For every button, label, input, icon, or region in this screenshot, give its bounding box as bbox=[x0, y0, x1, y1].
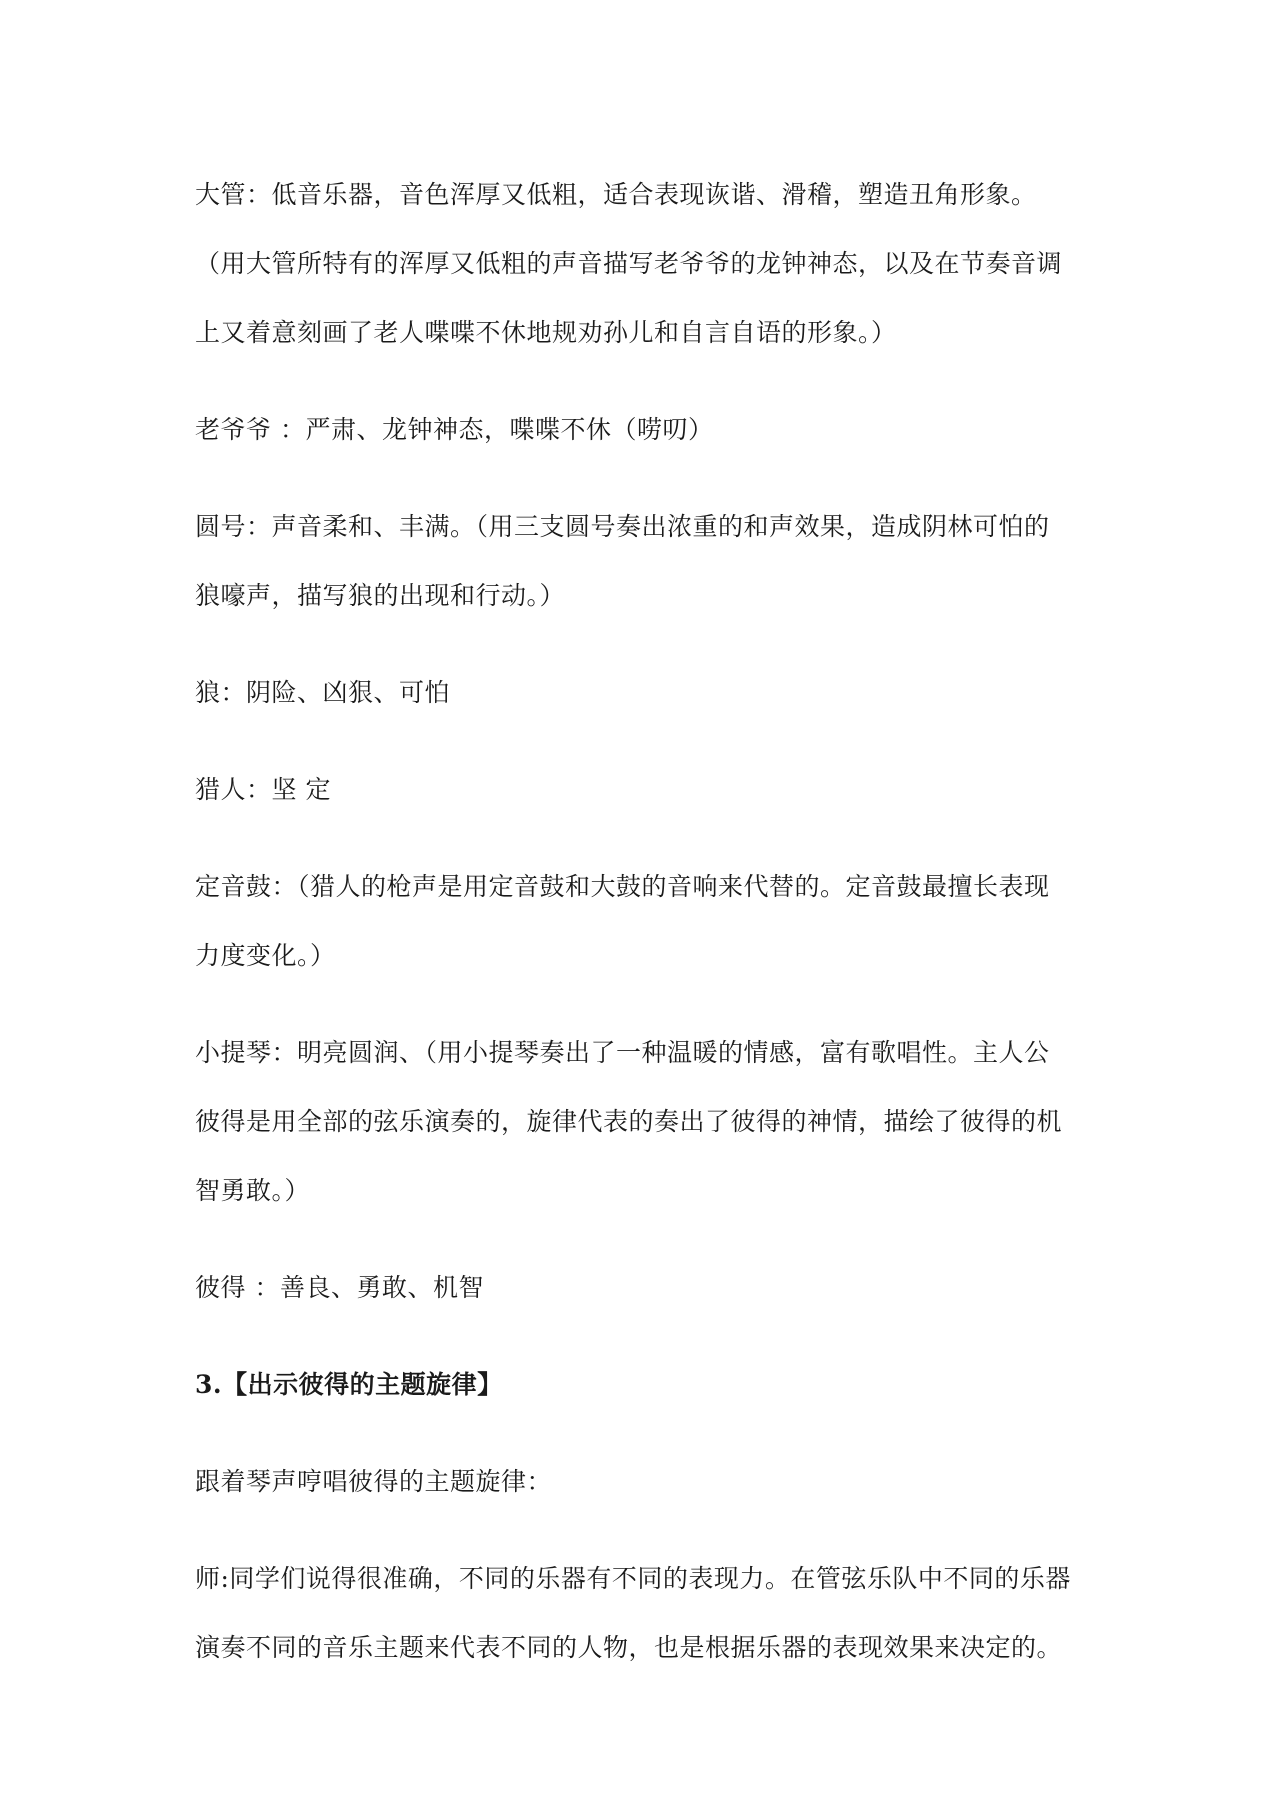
text-line: 老爷爷 ：严肃、龙钟神态，喋喋不休（唠叨） bbox=[195, 415, 714, 444]
paragraph-hunter bbox=[195, 755, 1095, 824]
text-line: 圆号：声音柔和、丰满。（用三支圆号奏出浓重的和声效果，造成阴林可怕的 bbox=[195, 512, 1050, 541]
text-line: 力度变化。） bbox=[195, 941, 336, 970]
text-line: 大管：低音乐器，音色浑厚又低粗，适合表现诙谐、滑稽，塑造丑角形象。 bbox=[195, 180, 1037, 209]
text-line: 师:同学们说得很准确，不同的乐器有不同的表现力。在管弦乐队中不同的乐器 bbox=[195, 1564, 1071, 1593]
paragraph-timpani bbox=[195, 852, 1095, 990]
text-line: 跟着琴声哼唱彼得的主题旋律： bbox=[195, 1467, 553, 1496]
paragraph-teacher bbox=[195, 1544, 1095, 1682]
text-line: 狼：阴险、凶狠、可怕 bbox=[195, 678, 451, 707]
text-line: 猎人：坚 定 bbox=[195, 775, 331, 804]
text-line: 狼嚎声，描写狼的出现和行动。） bbox=[195, 581, 566, 610]
paragraph-hum-along bbox=[195, 1447, 1095, 1516]
paragraph-bassoon bbox=[195, 160, 1095, 367]
text-line: 演奏不同的音乐主题来代表不同的人物，也是根据乐器的表现效果来决定的。 bbox=[195, 1633, 1063, 1662]
paragraph-grandpa bbox=[195, 395, 1095, 464]
heading-text: 3.【出示彼得的主题旋律】 bbox=[195, 1370, 503, 1399]
text-line: 上又着意刻画了老人喋喋不休地规劝孙儿和自言自语的形象。） bbox=[195, 318, 897, 347]
text-line: 彼得是用全部的弦乐演奏的，旋律代表的奏出了彼得的神情，描绘了彼得的机 bbox=[195, 1107, 1063, 1136]
text-line: 定音鼓：（猎人的枪声是用定音鼓和大鼓的音响来代替的。定音鼓最擅长表现 bbox=[195, 872, 1050, 901]
text-line: （用大管所特有的浑厚又低粗的声音描写老爷爷的龙钟神态，以及在节奏音调 bbox=[195, 249, 1063, 278]
text-line: 彼得 ：善良、勇敢、机智 bbox=[195, 1273, 484, 1302]
paragraph-wolf bbox=[195, 658, 1095, 727]
paragraph-horn bbox=[195, 492, 1095, 630]
paragraph-violin bbox=[195, 1018, 1095, 1225]
text-line: 小提琴：明亮圆润、（用小提琴奏出了一种温暖的情感，富有歌唱性。主人公 bbox=[195, 1038, 1050, 1067]
text-column bbox=[195, 160, 1095, 1682]
section-heading bbox=[195, 1350, 1095, 1419]
paragraph-peter bbox=[195, 1253, 1095, 1322]
text-line: 智勇敢。） bbox=[195, 1176, 311, 1205]
